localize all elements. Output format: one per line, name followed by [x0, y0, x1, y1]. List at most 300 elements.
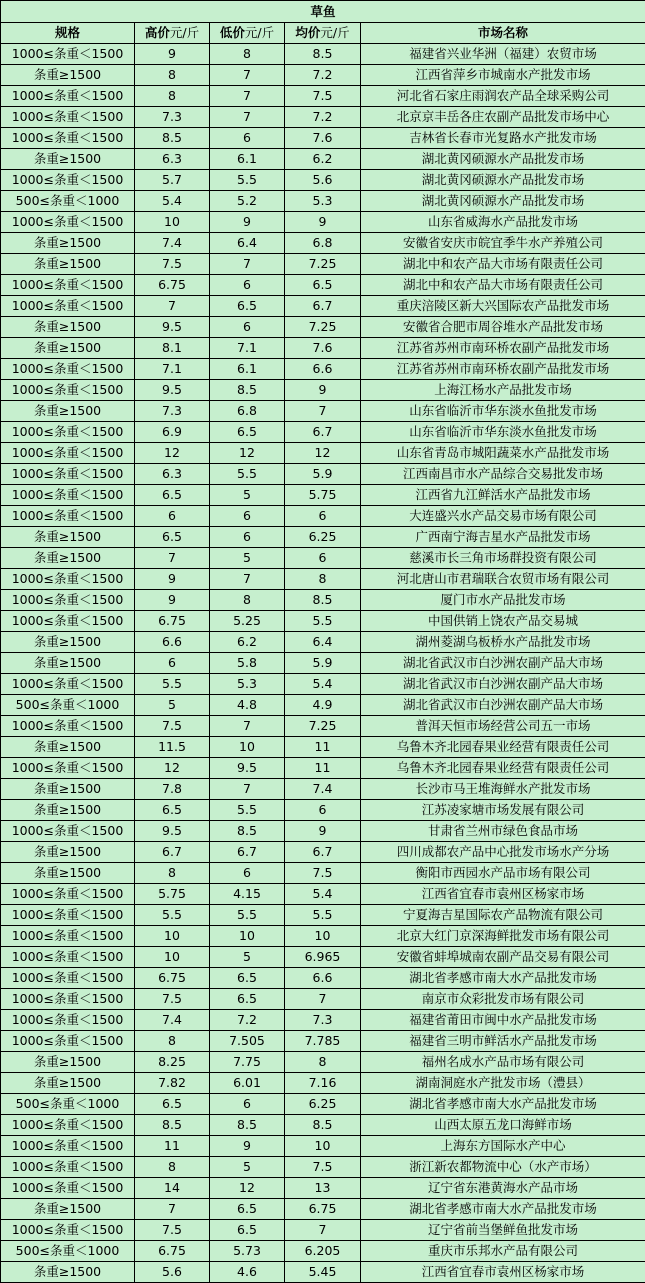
- cell-low-price: 5: [210, 947, 285, 968]
- table-row: [1, 317, 645, 338]
- cell-market: 湖北省孝感市南大水产品批发市场: [361, 1094, 645, 1115]
- cell-spec: 1000≤条重＜1500: [1, 128, 135, 149]
- cell-high-price: 7: [135, 548, 210, 569]
- cell-high-price: 6.3: [135, 149, 210, 170]
- cell-avg-price: 7.5: [285, 1157, 361, 1178]
- cell-spec: 条重≥1500: [1, 527, 135, 548]
- cell-avg-price: 11: [285, 737, 361, 758]
- cell-avg-price: 7.4: [285, 779, 361, 800]
- header-high-label: 高价: [145, 25, 170, 40]
- table-row: [1, 611, 645, 632]
- cell-spec: 1000≤条重＜1500: [1, 1010, 135, 1031]
- header-avg-label: 均价: [295, 25, 320, 40]
- cell-spec: 1000≤条重＜1500: [1, 359, 135, 380]
- cell-market: 山东省青岛市城阳蔬菜水产品批发市场: [361, 443, 645, 464]
- table-row: [1, 296, 645, 317]
- table-row: [1, 884, 645, 905]
- cell-market: 长沙市马王堆海鲜水产批发市场: [361, 779, 645, 800]
- cell-low-price: 6: [210, 1094, 285, 1115]
- cell-spec: 500≤条重＜1000: [1, 1094, 135, 1115]
- cell-high-price: 8.25: [135, 1052, 210, 1073]
- cell-low-price: 7: [210, 569, 285, 590]
- cell-spec: 500≤条重＜1000: [1, 1241, 135, 1262]
- header-row: [1, 23, 645, 44]
- cell-spec: 1000≤条重＜1500: [1, 611, 135, 632]
- cell-market: 普洱天恒市场经营公司五一市场: [361, 716, 645, 737]
- cell-low-price: 6.5: [210, 296, 285, 317]
- cell-high-price: 7.5: [135, 716, 210, 737]
- cell-spec: 1000≤条重＜1500: [1, 44, 135, 65]
- table-row: [1, 569, 645, 590]
- cell-spec: 1000≤条重＜1500: [1, 590, 135, 611]
- cell-spec: 1000≤条重＜1500: [1, 968, 135, 989]
- cell-market: 湖南洞庭水产批发市场（澧县）: [361, 1073, 645, 1094]
- cell-avg-price: 6.7: [285, 422, 361, 443]
- table-row: [1, 359, 645, 380]
- cell-spec: 1000≤条重＜1500: [1, 1220, 135, 1241]
- cell-market: 辽宁省东港黄海水产品市场: [361, 1178, 645, 1199]
- cell-avg-price: 7: [285, 989, 361, 1010]
- cell-high-price: 5.7: [135, 170, 210, 191]
- cell-market: 安徽省蚌埠城南农副产品交易有限公司: [361, 947, 645, 968]
- cell-low-price: 6: [210, 317, 285, 338]
- cell-high-price: 9.5: [135, 380, 210, 401]
- cell-high-price: 7.82: [135, 1073, 210, 1094]
- cell-high-price: 6.75: [135, 968, 210, 989]
- cell-spec: 条重≥1500: [1, 338, 135, 359]
- cell-avg-price: 13: [285, 1178, 361, 1199]
- cell-spec: 条重≥1500: [1, 233, 135, 254]
- table-row: [1, 590, 645, 611]
- cell-high-price: 7.4: [135, 1010, 210, 1031]
- cell-low-price: 5.3: [210, 674, 285, 695]
- cell-spec: 条重≥1500: [1, 653, 135, 674]
- cell-avg-price: 6: [285, 506, 361, 527]
- cell-avg-price: 6.8: [285, 233, 361, 254]
- cell-spec: 条重≥1500: [1, 548, 135, 569]
- cell-avg-price: 5.4: [285, 674, 361, 695]
- cell-avg-price: 6: [285, 548, 361, 569]
- cell-avg-price: 7.6: [285, 128, 361, 149]
- table-row: [1, 1241, 645, 1262]
- cell-avg-price: 7.5: [285, 86, 361, 107]
- cell-high-price: 8: [135, 65, 210, 86]
- cell-low-price: 7.75: [210, 1052, 285, 1073]
- cell-high-price: 8: [135, 1031, 210, 1052]
- cell-spec: 条重≥1500: [1, 1052, 135, 1073]
- cell-low-price: 5.5: [210, 464, 285, 485]
- cell-high-price: 5.5: [135, 905, 210, 926]
- table-row: [1, 1073, 645, 1094]
- cell-high-price: 7.3: [135, 401, 210, 422]
- cell-low-price: 6.1: [210, 359, 285, 380]
- cell-avg-price: 8.5: [285, 44, 361, 65]
- cell-high-price: 8: [135, 863, 210, 884]
- cell-spec: 1000≤条重＜1500: [1, 275, 135, 296]
- cell-avg-price: 7: [285, 1220, 361, 1241]
- cell-avg-price: 8: [285, 1052, 361, 1073]
- cell-avg-price: 6.6: [285, 968, 361, 989]
- table-row: [1, 65, 645, 86]
- cell-avg-price: 5.5: [285, 905, 361, 926]
- header-spec: 规格: [1, 23, 135, 44]
- cell-market: 浙江新农都物流中心（水产市场）: [361, 1157, 645, 1178]
- header-market: 市场名称: [361, 23, 645, 44]
- cell-market: 湖州菱湖乌板桥水产品批发市场: [361, 632, 645, 653]
- cell-low-price: 10: [210, 926, 285, 947]
- table-row: [1, 842, 645, 863]
- cell-low-price: 7: [210, 254, 285, 275]
- cell-avg-price: 8.5: [285, 590, 361, 611]
- cell-high-price: 14: [135, 1178, 210, 1199]
- cell-market: 乌鲁木齐北园春果业经营有限责任公司: [361, 758, 645, 779]
- cell-high-price: 7.5: [135, 989, 210, 1010]
- cell-low-price: 9: [210, 212, 285, 233]
- cell-high-price: 6.5: [135, 485, 210, 506]
- cell-spec: 1000≤条重＜1500: [1, 485, 135, 506]
- cell-spec: 1000≤条重＜1500: [1, 506, 135, 527]
- cell-spec: 1000≤条重＜1500: [1, 758, 135, 779]
- cell-market: 中国供销上饶农产品交易城: [361, 611, 645, 632]
- table-row: [1, 233, 645, 254]
- cell-spec: 1000≤条重＜1500: [1, 674, 135, 695]
- cell-spec: 1000≤条重＜1500: [1, 569, 135, 590]
- cell-avg-price: 7.25: [285, 317, 361, 338]
- table-row: [1, 86, 645, 107]
- cell-high-price: 6.3: [135, 464, 210, 485]
- table-row: [1, 380, 645, 401]
- cell-low-price: 10: [210, 737, 285, 758]
- cell-market: 湖北黄冈硕源水产品批发市场: [361, 191, 645, 212]
- cell-avg-price: 7.25: [285, 254, 361, 275]
- cell-high-price: 8.5: [135, 1115, 210, 1136]
- cell-low-price: 6.5: [210, 968, 285, 989]
- cell-avg-price: 7.5: [285, 863, 361, 884]
- cell-avg-price: 5.5: [285, 611, 361, 632]
- cell-low-price: 5.8: [210, 653, 285, 674]
- cell-high-price: 6.5: [135, 527, 210, 548]
- cell-spec: 1000≤条重＜1500: [1, 884, 135, 905]
- cell-spec: 500≤条重＜1000: [1, 695, 135, 716]
- title-row: [1, 1, 645, 23]
- cell-spec: 条重≥1500: [1, 1073, 135, 1094]
- cell-low-price: 6: [210, 527, 285, 548]
- cell-high-price: 6.75: [135, 611, 210, 632]
- cell-market: 江西省萍乡市城南水产批发市场: [361, 65, 645, 86]
- cell-avg-price: 7.25: [285, 716, 361, 737]
- cell-low-price: 8.5: [210, 380, 285, 401]
- cell-avg-price: 7.16: [285, 1073, 361, 1094]
- cell-market: 湖北中和农产品大市场有限责任公司: [361, 254, 645, 275]
- cell-market: 福州名成水产品市场有限公司: [361, 1052, 645, 1073]
- cell-low-price: 6: [210, 275, 285, 296]
- cell-spec: 条重≥1500: [1, 737, 135, 758]
- cell-high-price: 11: [135, 1136, 210, 1157]
- cell-low-price: 7.2: [210, 1010, 285, 1031]
- cell-avg-price: 6.2: [285, 149, 361, 170]
- cell-spec: 1000≤条重＜1500: [1, 1031, 135, 1052]
- table-row: [1, 989, 645, 1010]
- cell-low-price: 6.4: [210, 233, 285, 254]
- table-row: [1, 149, 645, 170]
- cell-low-price: 5.5: [210, 170, 285, 191]
- cell-high-price: 6.5: [135, 1094, 210, 1115]
- cell-avg-price: 10: [285, 1136, 361, 1157]
- cell-avg-price: 7.785: [285, 1031, 361, 1052]
- cell-high-price: 7.5: [135, 1220, 210, 1241]
- cell-avg-price: 9: [285, 380, 361, 401]
- cell-spec: 1000≤条重＜1500: [1, 1157, 135, 1178]
- cell-high-price: 7: [135, 1199, 210, 1220]
- cell-avg-price: 12: [285, 443, 361, 464]
- cell-market: 重庆涪陵区新大兴国际农产品批发市场: [361, 296, 645, 317]
- table-body: [1, 44, 645, 1283]
- header-low-label: 低价: [220, 25, 245, 40]
- cell-market: 甘肃省兰州市绿色食品市场: [361, 821, 645, 842]
- table-row: [1, 716, 645, 737]
- cell-high-price: 8: [135, 86, 210, 107]
- cell-spec: 1000≤条重＜1500: [1, 821, 135, 842]
- cell-avg-price: 6.7: [285, 296, 361, 317]
- cell-market: 乌鲁木齐北园春果业经营有限责任公司: [361, 737, 645, 758]
- table-row: [1, 1094, 645, 1115]
- cell-high-price: 5.4: [135, 191, 210, 212]
- cell-high-price: 7.5: [135, 254, 210, 275]
- cell-market: 山东省临沂市华东淡水鱼批发市场: [361, 401, 645, 422]
- cell-spec: 条重≥1500: [1, 401, 135, 422]
- cell-high-price: 6.75: [135, 275, 210, 296]
- cell-market: 河北省石家庄雨润农产品全球采购公司: [361, 86, 645, 107]
- header-low-price: [210, 23, 285, 44]
- table-row: [1, 464, 645, 485]
- cell-low-price: 6.01: [210, 1073, 285, 1094]
- cell-market: 厦门市水产品批发市场: [361, 590, 645, 611]
- cell-low-price: 12: [210, 1178, 285, 1199]
- cell-low-price: 4.8: [210, 695, 285, 716]
- cell-low-price: 6.5: [210, 1220, 285, 1241]
- cell-market: 福建省三明市鲜活水产品批发市场: [361, 1031, 645, 1052]
- table-row: [1, 1010, 645, 1031]
- cell-high-price: 5.75: [135, 884, 210, 905]
- cell-spec: 1000≤条重＜1500: [1, 1115, 135, 1136]
- cell-avg-price: 6: [285, 800, 361, 821]
- cell-spec: 1000≤条重＜1500: [1, 989, 135, 1010]
- cell-spec: 条重≥1500: [1, 779, 135, 800]
- cell-low-price: 8.5: [210, 1115, 285, 1136]
- cell-low-price: 6.2: [210, 632, 285, 653]
- cell-spec: 1000≤条重＜1500: [1, 926, 135, 947]
- cell-market: 福建省兴业华洲（福建）农贸市场: [361, 44, 645, 65]
- cell-high-price: 6.5: [135, 800, 210, 821]
- table-row: [1, 1262, 645, 1283]
- cell-avg-price: 6.7: [285, 842, 361, 863]
- table-row: [1, 1199, 645, 1220]
- table-row: [1, 674, 645, 695]
- cell-spec: 条重≥1500: [1, 317, 135, 338]
- cell-market: 山东省威海水产品批发市场: [361, 212, 645, 233]
- cell-high-price: 12: [135, 443, 210, 464]
- cell-low-price: 6.7: [210, 842, 285, 863]
- cell-high-price: 10: [135, 212, 210, 233]
- table-row: [1, 548, 645, 569]
- cell-spec: 1000≤条重＜1500: [1, 905, 135, 926]
- cell-market: 湖北省孝感市南大水产品批发市场: [361, 1199, 645, 1220]
- cell-spec: 1000≤条重＜1500: [1, 1136, 135, 1157]
- cell-avg-price: 5.9: [285, 464, 361, 485]
- cell-avg-price: 9: [285, 821, 361, 842]
- cell-market: 江西南昌市水产品综合交易批发市场: [361, 464, 645, 485]
- cell-spec: 条重≥1500: [1, 1199, 135, 1220]
- cell-avg-price: 6.75: [285, 1199, 361, 1220]
- table-row: [1, 422, 645, 443]
- cell-avg-price: 5.75: [285, 485, 361, 506]
- cell-low-price: 6.8: [210, 401, 285, 422]
- table-row: [1, 527, 645, 548]
- cell-market: 辽宁省前当堡鲜鱼批发市场: [361, 1220, 645, 1241]
- cell-avg-price: 8.5: [285, 1115, 361, 1136]
- cell-high-price: 9.5: [135, 317, 210, 338]
- cell-avg-price: 5.45: [285, 1262, 361, 1283]
- cell-high-price: 10: [135, 947, 210, 968]
- table-row: [1, 212, 645, 233]
- cell-low-price: 6: [210, 863, 285, 884]
- table-row: [1, 1157, 645, 1178]
- cell-market: 江西省宜春市袁州区杨家市场: [361, 884, 645, 905]
- cell-market: 湖北省武汉市白沙洲农副产品大市场: [361, 653, 645, 674]
- cell-high-price: 6: [135, 653, 210, 674]
- cell-low-price: 5.5: [210, 800, 285, 821]
- table-row: [1, 1031, 645, 1052]
- cell-high-price: 9: [135, 590, 210, 611]
- cell-spec: 1000≤条重＜1500: [1, 170, 135, 191]
- cell-low-price: 12: [210, 443, 285, 464]
- cell-spec: 1000≤条重＜1500: [1, 716, 135, 737]
- table-row: [1, 926, 645, 947]
- cell-market: 重庆市乐邦水产品有限公司: [361, 1241, 645, 1262]
- cell-spec: 1000≤条重＜1500: [1, 464, 135, 485]
- cell-low-price: 9.5: [210, 758, 285, 779]
- cell-high-price: 8.5: [135, 128, 210, 149]
- table-row: [1, 779, 645, 800]
- cell-high-price: 7.3: [135, 107, 210, 128]
- cell-low-price: 4.15: [210, 884, 285, 905]
- cell-spec: 1000≤条重＜1500: [1, 212, 135, 233]
- cell-high-price: 12: [135, 758, 210, 779]
- header-low-unit: 元/斤: [245, 25, 274, 40]
- cell-avg-price: 6.25: [285, 527, 361, 548]
- cell-spec: 1000≤条重＜1500: [1, 443, 135, 464]
- cell-low-price: 6.1: [210, 149, 285, 170]
- header-avg-unit: 元/斤: [320, 25, 349, 40]
- table-row: [1, 1220, 645, 1241]
- cell-avg-price: 6.6: [285, 359, 361, 380]
- cell-market: 宁夏海吉星国际农产品物流有限公司: [361, 905, 645, 926]
- cell-low-price: 6: [210, 506, 285, 527]
- cell-avg-price: 8: [285, 569, 361, 590]
- cell-high-price: 10: [135, 926, 210, 947]
- cell-spec: 1000≤条重＜1500: [1, 947, 135, 968]
- table-row: [1, 443, 645, 464]
- table-row: [1, 170, 645, 191]
- cell-low-price: 9: [210, 1136, 285, 1157]
- cell-low-price: 7: [210, 107, 285, 128]
- cell-market: 江西省宜春市袁州区杨家市场: [361, 1262, 645, 1283]
- cell-market: 北京大红门京深海鲜批发市场有限公司: [361, 926, 645, 947]
- cell-high-price: 6.75: [135, 1241, 210, 1262]
- cell-market: 山东省临沂市华东淡水鱼批发市场: [361, 422, 645, 443]
- table-row: [1, 632, 645, 653]
- cell-market: 江苏省苏州市南环桥农副产品批发市场: [361, 359, 645, 380]
- cell-avg-price: 7.2: [285, 65, 361, 86]
- table-row: [1, 1136, 645, 1157]
- cell-low-price: 4.6: [210, 1262, 285, 1283]
- cell-avg-price: 7.2: [285, 107, 361, 128]
- cell-market: 江西省九江鲜活水产品批发市场: [361, 485, 645, 506]
- cell-market: 南京市众彩批发市场有限公司: [361, 989, 645, 1010]
- table-row: [1, 821, 645, 842]
- header-avg-price: [285, 23, 361, 44]
- cell-low-price: 8.5: [210, 821, 285, 842]
- cell-market: 湖北中和农产品大市场有限责任公司: [361, 275, 645, 296]
- cell-market: 江苏省苏州市南环桥农副产品批发市场: [361, 338, 645, 359]
- cell-high-price: 7.1: [135, 359, 210, 380]
- cell-spec: 条重≥1500: [1, 254, 135, 275]
- cell-avg-price: 7.3: [285, 1010, 361, 1031]
- cell-market: 大连盛兴水产品交易市场有限公司: [361, 506, 645, 527]
- table-row: [1, 905, 645, 926]
- cell-spec: 1000≤条重＜1500: [1, 107, 135, 128]
- cell-avg-price: 9: [285, 212, 361, 233]
- table-row: [1, 1052, 645, 1073]
- cell-high-price: 5.6: [135, 1262, 210, 1283]
- cell-low-price: 8: [210, 44, 285, 65]
- table-row: [1, 947, 645, 968]
- cell-avg-price: 5.9: [285, 653, 361, 674]
- cell-market: 慈溪市长三角市场群投资有限公司: [361, 548, 645, 569]
- cell-low-price: 7: [210, 779, 285, 800]
- cell-spec: 1000≤条重＜1500: [1, 296, 135, 317]
- cell-high-price: 9.5: [135, 821, 210, 842]
- cell-avg-price: 7: [285, 401, 361, 422]
- cell-high-price: 7.8: [135, 779, 210, 800]
- cell-high-price: 6: [135, 506, 210, 527]
- cell-spec: 1000≤条重＜1500: [1, 86, 135, 107]
- cell-high-price: 7.4: [135, 233, 210, 254]
- cell-avg-price: 7.6: [285, 338, 361, 359]
- cell-avg-price: 6.4: [285, 632, 361, 653]
- table-row: [1, 338, 645, 359]
- cell-high-price: 6.7: [135, 842, 210, 863]
- cell-low-price: 5.2: [210, 191, 285, 212]
- cell-high-price: 7: [135, 296, 210, 317]
- cell-market: 衡阳市西园水产品市场有限公司: [361, 863, 645, 884]
- table-row: [1, 254, 645, 275]
- header-high-price: [135, 23, 210, 44]
- cell-avg-price: 6.25: [285, 1094, 361, 1115]
- cell-low-price: 6.5: [210, 1199, 285, 1220]
- header-high-unit: 元/斤: [170, 25, 199, 40]
- table-row: [1, 275, 645, 296]
- cell-spec: 条重≥1500: [1, 842, 135, 863]
- cell-low-price: 5: [210, 548, 285, 569]
- cell-spec: 条重≥1500: [1, 632, 135, 653]
- table-row: [1, 506, 645, 527]
- cell-avg-price: 10: [285, 926, 361, 947]
- table-row: [1, 863, 645, 884]
- cell-spec: 1000≤条重＜1500: [1, 422, 135, 443]
- cell-market: 吉林省长春市光复路水产批发市场: [361, 128, 645, 149]
- cell-avg-price: 6.205: [285, 1241, 361, 1262]
